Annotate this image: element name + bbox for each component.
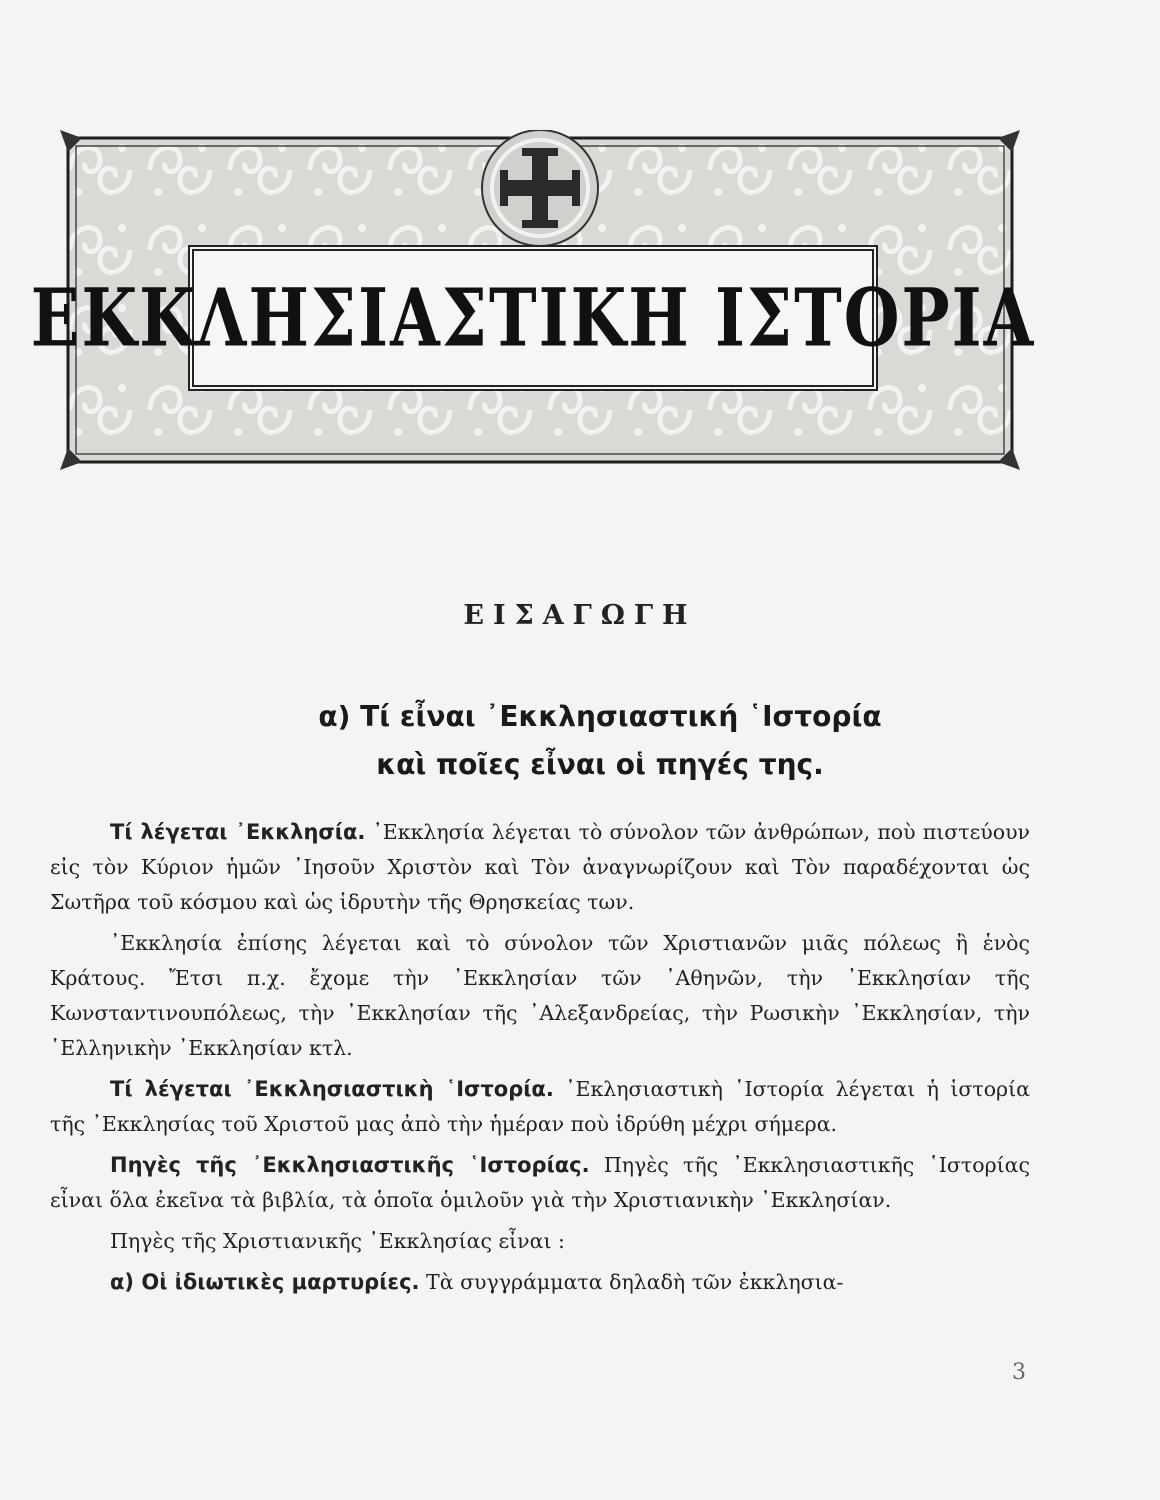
paragraph (50, 926, 1030, 1066)
paragraph-text: ᾿Εκκλησία ἐπίσης λέγεται καὶ τὸ σύνολον τῶν Χριστιανῶν μιᾶς πόλεως ἢ ἑνὸς Κράτους. Ἔτσι π.χ. ἔχομε τὴν ᾿Εκκλησίαν τῶν ᾿Αθηνῶν, τὴν ᾿Εκκλησίαν τῆς Κωνσταντινουπόλεως, τὴν ᾿Εκκλησίαν τῆς ᾿Αλεξανδρείας, τὴν Ρωσικὴν ᾿Εκκλησίαν, τὴν ῾Ελληνικὴν ᾿Εκκλησίαν κτλ. (50, 931, 1030, 1060)
page-number: 3 (1012, 1360, 1026, 1385)
paragraph-text: Πηγὲς τῆς ᾿Εκκλησιαστικῆς ῾Ιστορίας εἶναι ὅλα ἐκεῖνα τὰ βιβλία, τὰ ὁποῖα ὁμιλοῦν γιὰ τὴν Χριστιανικὴν ᾿Εκκλησίαν. (50, 1153, 1030, 1212)
paragraph (50, 815, 1030, 920)
subheading-line-1: α) Τί εἶναι ᾿Εκκλησιαστική ῾Ιστορία (318, 700, 882, 733)
paragraph-text: Πηγὲς τῆς Χριστιανικῆς ᾿Εκκλησίας εἶναι : (110, 1229, 565, 1253)
title-frame (30, 245, 1036, 391)
subheading-line-2: καὶ ποῖες εἶναι οἱ πηγές της. (376, 748, 824, 781)
paragraph-text: Τὰ συγγράμματα δηλαδὴ τῶν ἐκκλησια- (419, 1270, 844, 1294)
paragraph-lead: Τί λέγεται ᾿Εκκλησιαστικὴ ῾Ιστορία. (110, 1077, 554, 1101)
paragraph-text: ᾿Εκκλησία λέγεται τὸ σύνολον τῶν ἀνθρώπων, ποὺ πιστεύουν εἰς τὸν Κύριον ἡμῶν ᾿Ιησοῦν Χριστὸν καὶ Τὸν ἀναγνωρίζουν καὶ Τὸν παραδέχονται ὡς Σωτῆρα τοῦ κόσμου καὶ ὡς ἱδρυτὴν τῆς Θρησκείας των. (50, 820, 1030, 914)
body-text (50, 815, 1030, 1300)
paragraph (50, 1265, 1030, 1300)
paragraph (50, 1072, 1030, 1142)
ornamental-banner (30, 130, 1036, 470)
paragraph-lead: Τί λέγεται ᾿Εκκλησία. (110, 820, 366, 844)
paragraph (50, 1148, 1030, 1218)
page-title: ΕΚΚΛΗΣΙΑΣΤΙΚΗ ΙΣΤΟΡΙΑ (30, 271, 1036, 365)
section-heading: ΕΙΣΑΓΩΓΗ (463, 600, 697, 631)
paragraph (50, 1224, 1030, 1259)
paragraph-text: ᾿Εκλησιαστικὴ ῾Ιστορία λέγεται ἡ ἱστορία τῆς ᾿Εκκλησίας τοῦ Χριστοῦ μας ἀπὸ τὴν ἡμέραν ποὺ ἱδρύθη μέχρι σήμερα. (50, 1077, 1030, 1136)
paragraph-lead: Πηγὲς τῆς ᾿Εκκλησιαστικῆς ῾Ιστορίας. (110, 1153, 590, 1177)
paragraph-lead: α) Οἱ ἰδιωτικὲς μαρτυρίες. (110, 1270, 420, 1294)
